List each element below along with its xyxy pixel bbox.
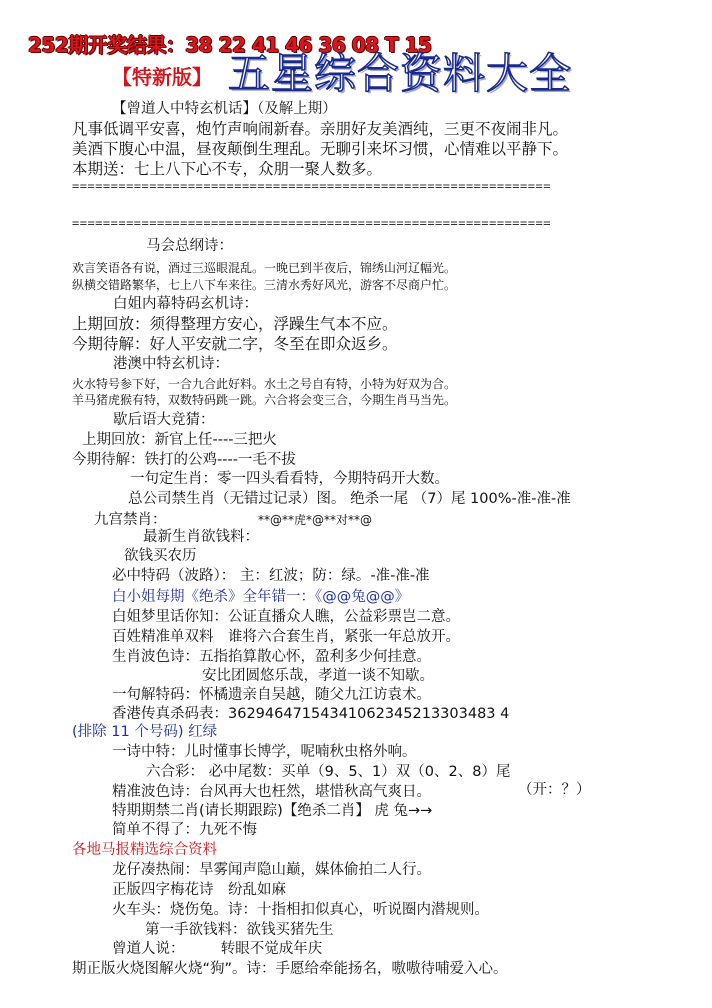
poem-line: 羊马猪虎猴有特，双数特码跳一跳。六合将会变三合，今期生肖马当先。 [72,393,457,407]
poem-line: 今期待解：好人平安就二字，冬至在即众返乡。 [72,335,398,353]
text-line: 火车头：烧伤兔。诗：十指相扣似真心，听说圈内潜规则。 [112,902,489,918]
text-line: 六合彩： 必中尾数：买单（9、5、1）双（0、2、8）尾 [146,764,511,780]
text-line: 龙仔凑热闹：旱雾闻声隐山巅，媒体偷拍二人行。 [112,862,431,878]
text-line: 香港传真杀码表：36294647154341062345213303483 4 [112,706,510,722]
text-line: 最新生肖欲钱料： [143,529,259,545]
divider: ============================================================== [72,217,551,230]
text-line: 生肖波色诗：五指掐算散心怀，盈利多少何挂意。 [112,649,431,665]
page-title: 五星综合资料大全 [228,49,573,98]
section-heading-xiehouyu: 歇后语大竞猜： [113,412,215,428]
text-line: 期正版火烧图解火烧“狗”。诗：手愿给牵能扬名，嗷嗷待哺爱入心。 [72,961,508,977]
text-line: 正版四字梅花诗 纷乱如麻 [112,882,286,898]
divider: ============================================================== [72,180,551,193]
section-heading-mabao: 各地马报精选综合资料 [72,842,217,858]
section-heading-mahui: 马会总纲诗： [146,238,233,254]
poem-line: 美酒下腹心中温，昼夜颠倒生理乱。无聊引来坏习惯，心情难以平静下。 [72,140,569,158]
text-line: 总公司禁生肖（无错过记录）图。 绝杀一尾 （7）尾 100%-准-准-准 [128,491,571,507]
text-line: 安比团圆悠乐哉，孝道一谈不知歇。 [202,668,434,684]
text-line: 白小姐每期《绝杀》全年错一：《@@兔@@》 [112,589,410,605]
text-line: 一诗中特：儿时懂事长博学，呢喃秋虫格外响。 [112,744,417,760]
text-line: 白姐梦里话你知：公证直播众人瞧，公益彩票岂二意。 [112,609,460,625]
text-line: （开：？） [518,782,591,798]
text-line: 曾道人说： 转眼不觉成年庆 [112,941,323,957]
text-line: 第一手欲钱料：欲钱买猪先生 [145,922,334,938]
text-line: 必中特码（波路）： 主：红波；防：绿。-准-准-准 [112,568,430,584]
text-line: 九宫禁肖： [94,512,167,528]
text-line: (排除 11 个号码) 红绿 [72,724,218,740]
section-heading-zeng: 【曾道人中特玄机话】（及解上期） [112,101,337,117]
text-line: 欲钱买农历 [124,548,197,564]
result-banner: 252期开奖结果：38 22 41 46 36 08 T 15 [28,33,432,57]
poem-line: 上期回放：须得整理方安心，浮躁生气本不应。 [72,315,398,333]
section-heading-baijie: 白姐内幕特码玄机诗： [113,296,258,312]
section-heading-gangao: 港澳中特玄机诗： [113,356,229,372]
text-line: 精准波色诗：台风再大也枉然，堪惜秋高气爽日。 [112,784,431,800]
text-line: 特期期禁二肖(请长期跟踪)【绝杀二肖】 虎 兔→→ [112,803,433,819]
text-line: 简单不得了：九死不悔 [112,822,257,838]
text-line: 上期回放：新官上任----三把火 [82,432,277,448]
poem-line: 火水特号参下好，一合九合此好料。水土之号自有特，小特为好双为合。 [72,377,457,391]
edition-tag: 【特新版】 [112,65,212,89]
text-line: 百姓精准单双料 谁将六合套生肖，紧张一年总放开。 [112,629,460,645]
text-line: 一句解特码：怀橘遗亲自吴越，随父九江访袁术。 [112,687,431,703]
text-line: 今期待解：铁打的公鸡----一毛不拔 [72,452,296,468]
poem-line: 欢言笑语各有说，酒过三巡眼混乱。一晚已到半夜后，锦绣山河辽幅光。 [72,261,457,275]
text-line: **@**虎*@**对**@ [258,513,373,527]
text-line: 一句定生肖：零一四头看看特，今期特码开大数。 [130,471,449,487]
poem-line: 凡事低调平安喜，炮竹声响闹新春。亲朋好友美酒纯，三更不夜闹非凡。 [72,120,569,138]
poem-line: 纵横交错路繁华，七上八下车来往。三清水秀好风光，游客不尽商户忙。 [72,278,457,292]
poem-line: 本期送：七上八下心不专，众朋一聚人数多。 [72,160,383,178]
